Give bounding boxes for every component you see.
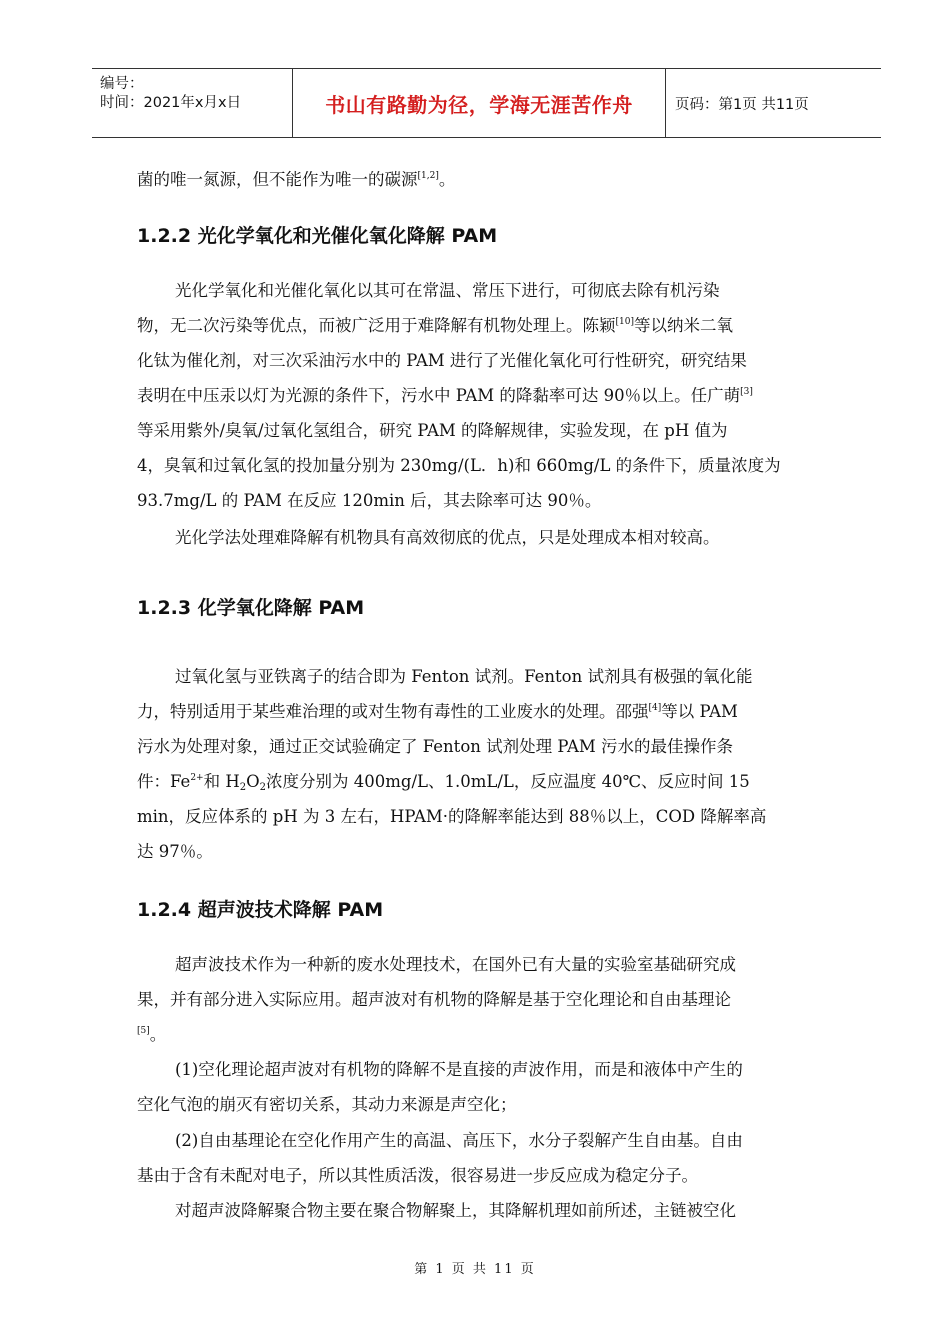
header-meta-cell: [92, 69, 293, 137]
paragraph-line: 化钛为催化剂，对三次采油污水中的 PAM 进行了光催化氧化可行性研究，研究结果: [137, 351, 747, 370]
doc-number-label: 编号：: [100, 76, 144, 92]
paragraph-line: 光化学法处理难降解有机物具有高效彻底的优点，只是处理成本相对较高。: [175, 528, 720, 547]
paragraph-line: 对超声波降解聚合物主要在聚合物解聚上，其降解机理如前所述，主链被空化: [175, 1201, 736, 1220]
section-heading-1-2-4: 1.2.4 超声波技术降解 PAM: [137, 899, 384, 921]
section-heading-1-2-2: 1.2.2 光化学氧化和光催化氧化降解 PAM: [137, 225, 498, 247]
paragraph-line: 表明在中压汞以灯为光源的条件下，污水中 PAM 的降黏率可达 90％以上。任广萌[3]: [137, 386, 753, 405]
citation: [4]: [648, 703, 662, 713]
paragraph-line: (1)空化理论超声波对有机物的降解不是直接的声波作用，而是和液体中产生的: [175, 1060, 743, 1079]
citation: [10]: [615, 317, 634, 327]
paragraph-line: 基由于含有未配对电子，所以其性质活泼，很容易进一步反应成为稳定分子。: [137, 1166, 698, 1185]
citation: [3]: [740, 387, 753, 397]
paragraph-line: 4，臭氧和过氧化氢的投加量分别为 230mg/(L．h)和 660mg/L 的条件下，质量浓度为: [137, 456, 781, 475]
citation: [1,2]: [417, 171, 439, 181]
paragraph-line: 污水为处理对象，通过正交试验确定了 Fenton 试剂处理 PAM 污水的最佳操作条: [137, 737, 734, 756]
paragraph-line: 空化气泡的崩灭有密切关系，其动力来源是声空化；: [137, 1095, 517, 1114]
doc-time-label: 时间：2021年x月x日: [100, 95, 242, 111]
header-page-info: 页码：第1页 共11页: [675, 96, 809, 113]
page-footer: 第 1 页 共 11 页: [414, 1262, 536, 1277]
paragraph-line: [5]。: [137, 1025, 167, 1044]
paragraph-line: 超声波技术作为一种新的废水处理技术，在国外已有大量的实验室基础研究成: [175, 955, 736, 974]
paragraph-line: 果，并有部分进入实际应用。超声波对有机物的降解是基于空化理论和自由基理论: [137, 990, 731, 1009]
paragraph-line: (2)自由基理论在空化作用产生的高温、高压下，水分子裂解产生自由基。自由: [175, 1131, 743, 1150]
header-motto: 书山有路勤为径，学海无涯苦作舟: [325, 92, 633, 117]
page-header: [92, 68, 881, 138]
section-heading-1-2-3: 1.2.3 化学氧化降解 PAM: [137, 597, 365, 619]
paragraph-line: 光化学氧化和光催化氧化以其可在常温、常压下进行，可彻底去除有机污染: [175, 281, 720, 300]
paragraph-line: 物，无二次污染等优点，而被广泛用于难降解有机物处理上。陈颖[10]等以纳米二氧: [137, 316, 733, 335]
citation: [5]: [137, 1026, 150, 1036]
paragraph-line: 菌的唯一氮源，但不能作为唯一的碳源[1,2]。: [137, 170, 456, 189]
paragraph-line: 力，特别适用于某些难治理的或对生物有毒性的工业废水的处理。邵强[4]等以 PAM: [137, 702, 738, 721]
paragraph-line: 件：$Fe^{2+}$和 $H_2O_2$浓度分别为 400mg/L、1.0mL/L，反应温度 40℃、反应时间 15: [137, 772, 750, 793]
paragraph-line: 93.7mg/L 的 PAM 在反应 120min 后，其去除率可达 90％。: [137, 491, 602, 510]
paragraph-line: 等采用紫外/臭氧/过氧化氢组合，研究 PAM 的降解规律，实验发现，在 pH 值为: [137, 421, 728, 440]
paragraph-line: 达 97％。: [137, 842, 213, 861]
header-page-cell: [666, 69, 881, 137]
paragraph-line: 过氧化氢与亚铁离子的结合即为 Fenton 试剂。Fenton 试剂具有极强的氧化能: [175, 667, 753, 686]
header-motto-cell: [293, 69, 666, 137]
paragraph-line: min，反应体系的 pH 为 3 左右，HPAM·的降解率能达到 88％以上，COD 降解率高: [137, 807, 767, 826]
